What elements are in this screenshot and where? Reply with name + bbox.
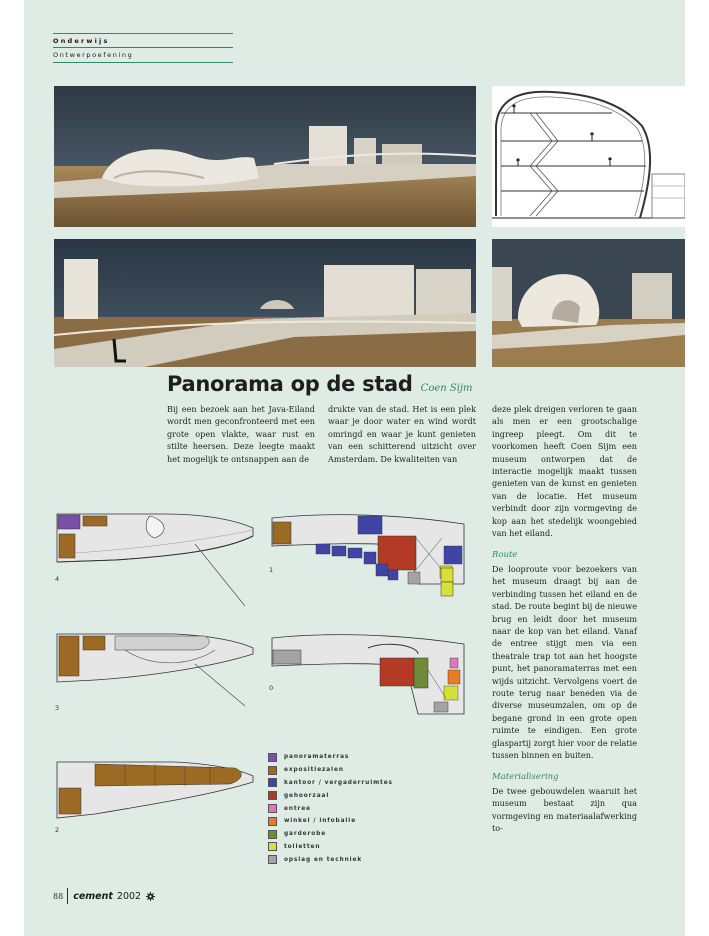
legend-swatch	[268, 817, 277, 826]
legend-item	[268, 777, 393, 790]
section-header	[53, 33, 233, 63]
section-drawing	[492, 86, 685, 227]
legend-item	[268, 841, 393, 854]
legend-item	[268, 853, 393, 866]
rule	[53, 62, 233, 63]
legend-item	[268, 789, 393, 802]
article-heading	[167, 372, 637, 396]
article-author: Coen Sijm	[420, 383, 473, 394]
legend-label: toiletten	[284, 843, 321, 850]
model-photo-right	[492, 239, 685, 367]
plan-number: 0	[269, 684, 274, 692]
legend-swatch	[268, 855, 277, 864]
legend-item	[268, 815, 393, 828]
cement-logo-icon	[146, 892, 155, 901]
plan-number: 1	[269, 566, 274, 574]
article-title: Panorama op de stad	[167, 372, 413, 396]
floor-plan-1-detail	[437, 566, 467, 602]
legend-label: opslag en techniek	[284, 856, 363, 863]
legend-item	[268, 764, 393, 777]
plan-number: 2	[55, 826, 60, 834]
legend-item	[268, 802, 393, 815]
floor-plan-0	[268, 630, 468, 720]
legend-item	[268, 828, 393, 841]
legend	[268, 751, 393, 866]
text-column-1	[167, 403, 315, 469]
legend-label: kantoor / vergaderruimtes	[284, 779, 393, 786]
legend-item	[268, 751, 393, 764]
model-photo-top	[54, 86, 476, 227]
legend-label: winkel / infobalie	[284, 818, 357, 825]
legend-label: garderobe	[284, 831, 327, 838]
legend-label: expositiezalen	[284, 767, 344, 774]
legend-swatch	[268, 778, 277, 787]
legend-label: gehoorzaal	[284, 792, 330, 799]
magazine-year: 2002	[116, 890, 142, 902]
page-number: 88	[53, 891, 64, 901]
legend-swatch	[268, 804, 277, 813]
text-column-3	[492, 403, 637, 838]
legend-swatch	[268, 753, 277, 762]
model-photo-bottom	[54, 239, 476, 367]
divider	[67, 888, 68, 904]
floor-plan-4	[55, 510, 255, 610]
section-category: Onderwijs	[53, 37, 110, 45]
text-column-2	[328, 403, 476, 469]
floor-plan-2	[55, 758, 255, 828]
paragraph: De looproute voor bezoekers van het museum draagt bij aan de verbinding tussen het eiland en de stad. De route begint bij de nieuwe brug en leidt door het museum naar de kop van het eiland. Vanaf de entree stijgt men via een theatrale trap tot aan het hoogste punt, het panoramaterras met een wijds uitzicht. Vervolgens voert de route terug naar beneden via de diverse museumzalen, om op de begane grond in een grote open ruimte te eindigen. Een grote glaspartij zorgt hier voor de relatie tussen binnen en buiten.	[492, 563, 637, 760]
magazine-name: cement	[73, 890, 113, 902]
subheading-materialisering: Materialisering	[492, 772, 559, 783]
paragraph: deze plek dreigen verloren te gaan als men er een grootschalige ingreep pleegt. Om dit te voorkomen heeft Coen Sijm een museum ontworpen dat de interactie mogelijk maakt tussen genieten van de kunst en genieten van de locatie. Het museum verbindt door zijn vormgeving de kop aan het stedelijk woongebied van het eiland.	[492, 404, 637, 539]
floor-plan-3	[55, 630, 255, 710]
subheading-route: Route	[492, 550, 518, 561]
plan-number: 3	[55, 704, 60, 712]
legend-label: panoramaterras	[284, 754, 350, 761]
paragraph: drukte van de stad. Het is een plek waar je door water en wind wordt omringd en waar je kunt genieten van een schitterend uitzicht over Amsterdam. De kwaliteiten van	[328, 404, 476, 464]
paragraph: Bij een bezoek aan het Java-Eiland wordt men geconfronteerd met een grote open vlakte, waar rust en stilte heersen. Deze leegte maakt het mogelijk te ontsnappen aan de	[167, 404, 315, 464]
legend-label: entree	[284, 805, 311, 812]
legend-swatch	[268, 766, 277, 775]
legend-swatch	[268, 830, 277, 839]
paragraph: De twee gebouwdelen waaruit het museum bestaat zijn qua vormgeving en materiaalafwerking to-	[492, 785, 637, 833]
plan-number: 4	[55, 575, 60, 583]
legend-swatch	[268, 842, 277, 851]
section-subcategory: Ontwerpoefening	[53, 51, 134, 59]
legend-swatch	[268, 791, 277, 800]
footer	[53, 888, 155, 904]
